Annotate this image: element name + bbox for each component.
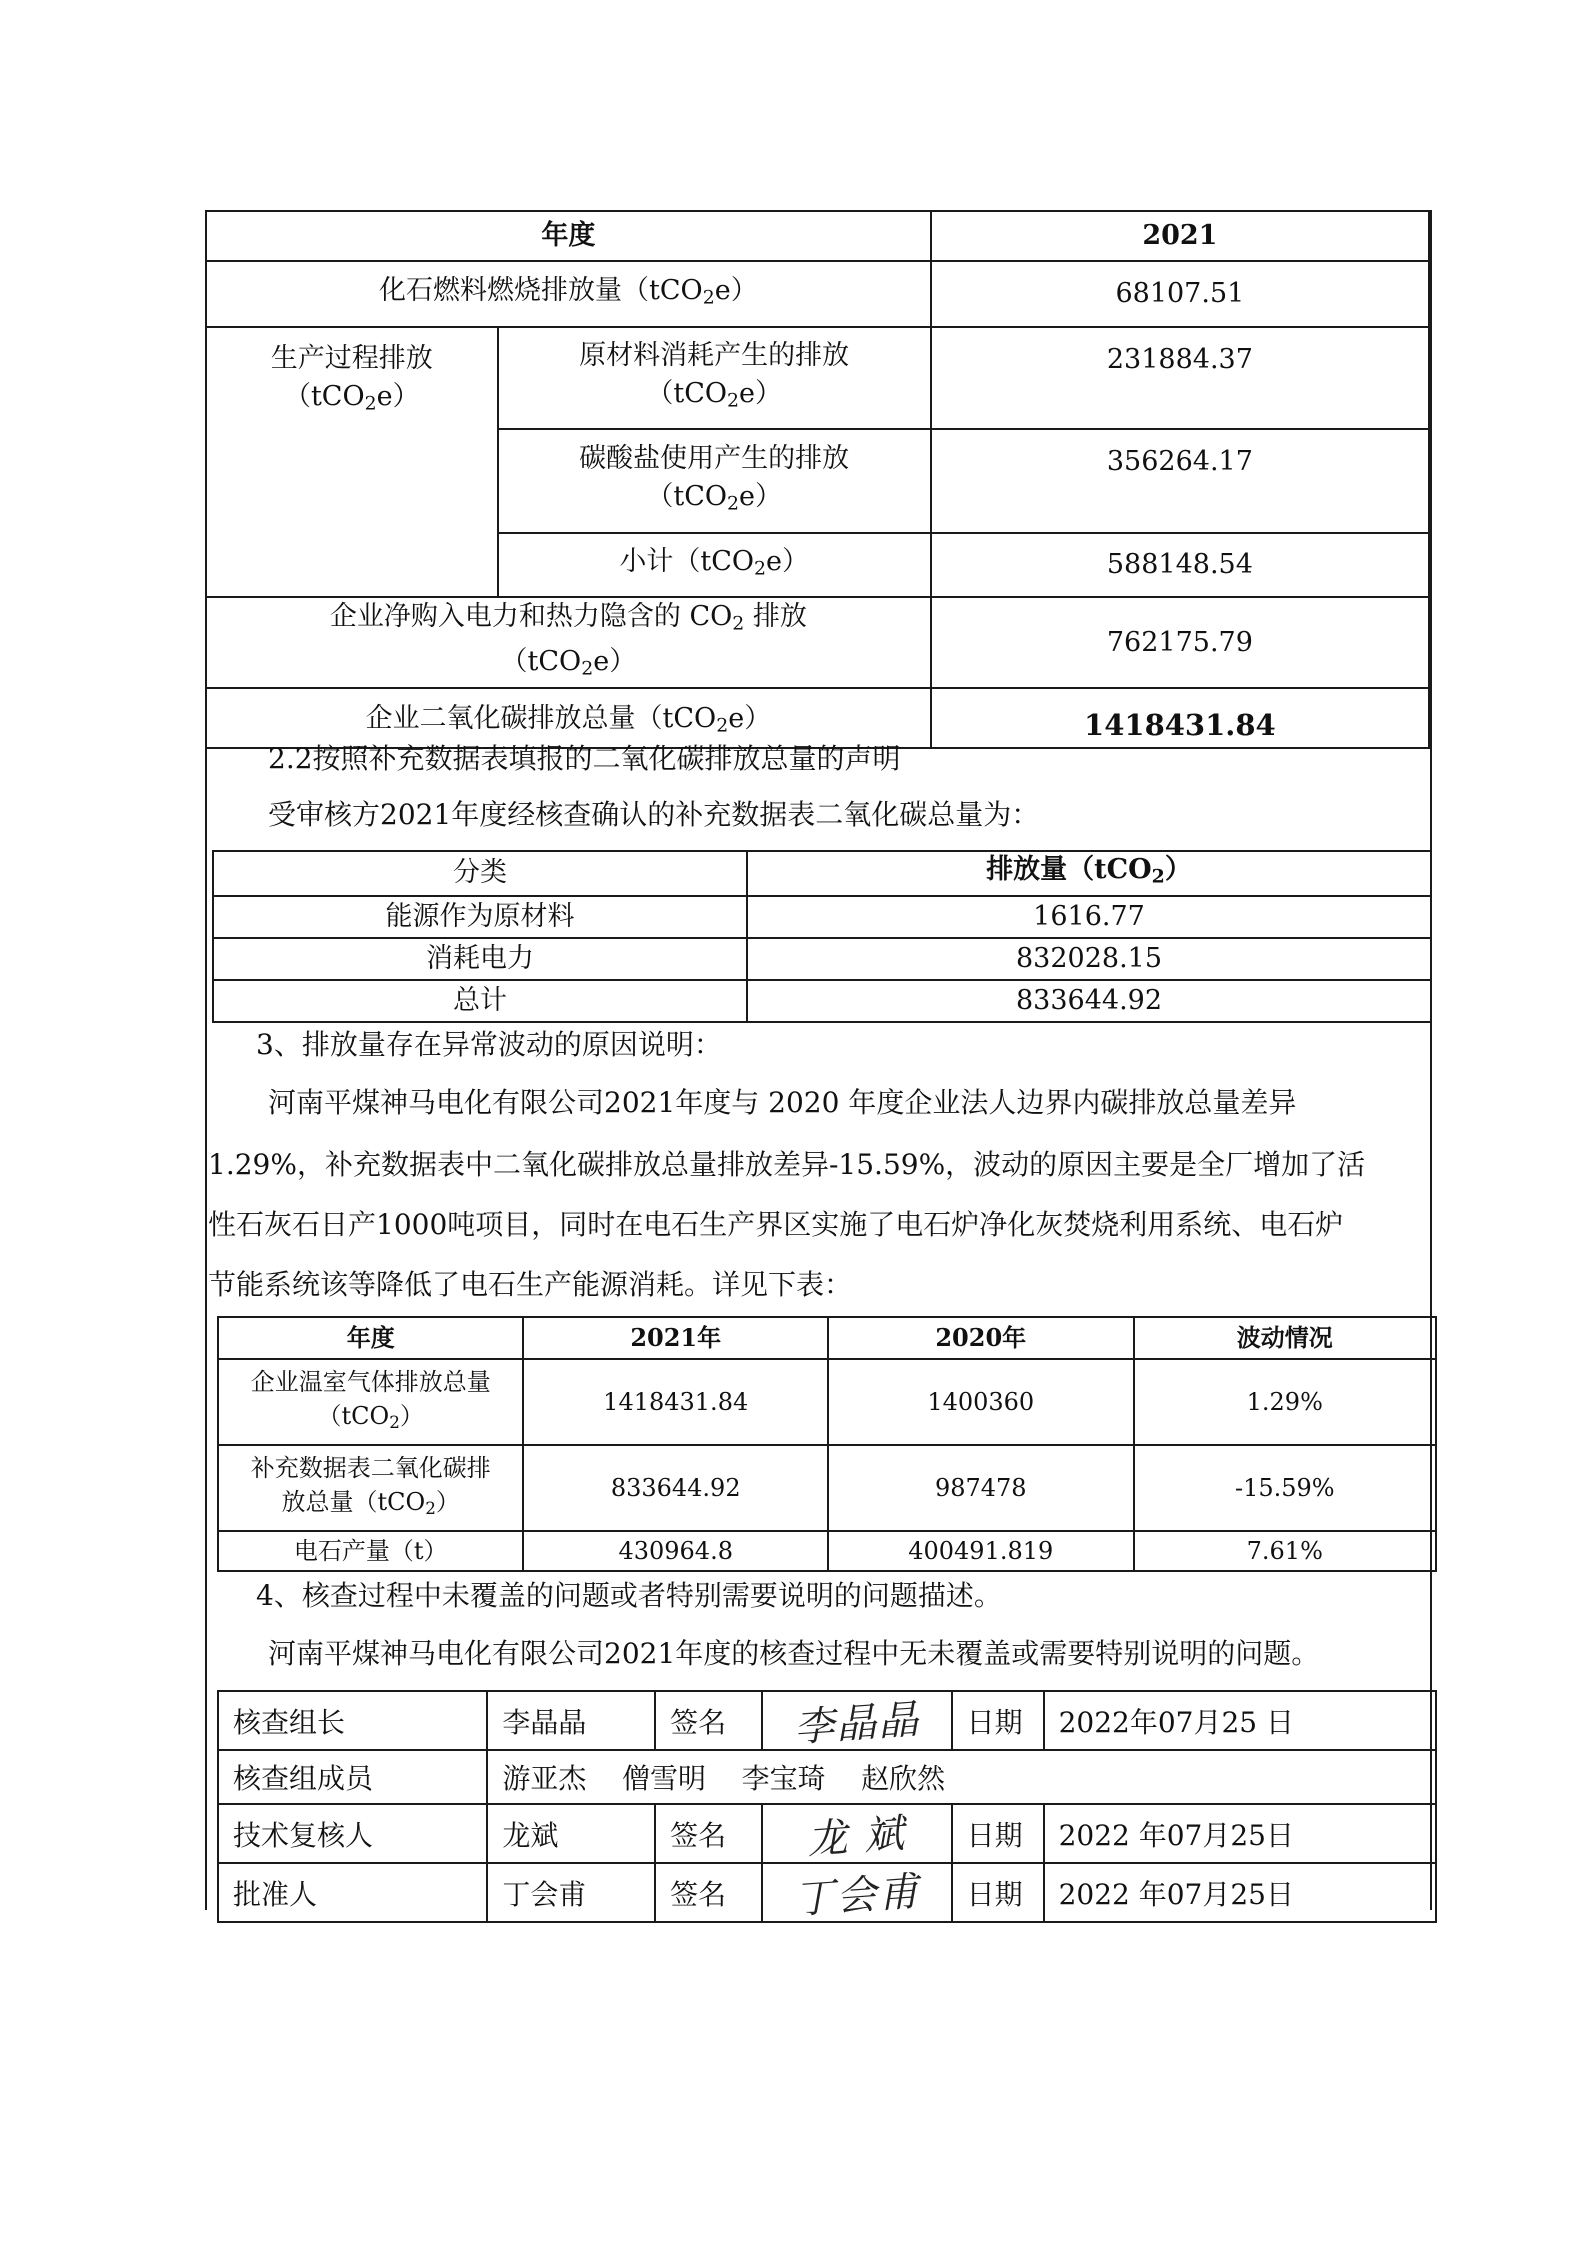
table-row bbox=[218, 1804, 1436, 1863]
signature bbox=[762, 1804, 952, 1863]
sign-label: 签名 bbox=[655, 1691, 762, 1750]
total-label: 企业二氧化碳排放总量（tCO$_2$e） bbox=[206, 688, 931, 748]
column-header-category: 分类 bbox=[213, 851, 747, 896]
purchased-value: 762175.79 bbox=[931, 597, 1429, 688]
section-3-para-line-4: 节能系统该等降低了电石生产能源消耗。详见下表： bbox=[208, 1268, 853, 1301]
signature bbox=[762, 1863, 952, 1922]
role-label: 批准人 bbox=[218, 1863, 487, 1922]
table-row bbox=[218, 1359, 1436, 1445]
date-value: 2022 年07月25日 bbox=[1044, 1863, 1436, 1922]
row-label: 电石产量（t） bbox=[218, 1531, 523, 1571]
row-value: 833644.92 bbox=[747, 980, 1431, 1022]
value-2020: 987478 bbox=[828, 1445, 1134, 1531]
value-2020: 400491.819 bbox=[828, 1531, 1134, 1571]
section-3-para-line-2: 1.29%，补充数据表中二氧化碳排放总量排放差异-15.59%，波动的原因主要是全厂增加了活 bbox=[208, 1148, 1366, 1181]
handwritten-signature: 龙 斌 bbox=[806, 1810, 908, 1864]
team-members: 游亚杰 僧雪明 李宝琦 赵欣然 bbox=[487, 1750, 1436, 1804]
row-label: 企业温室气体排放总量 （tCO$_2$） bbox=[218, 1359, 523, 1445]
table-row bbox=[218, 1317, 1436, 1359]
table-row bbox=[218, 1445, 1436, 1531]
column-header-year: 年度 bbox=[218, 1317, 523, 1359]
role-label: 核查组长 bbox=[218, 1691, 487, 1750]
signature bbox=[762, 1691, 952, 1750]
value-2021: 1418431.84 bbox=[523, 1359, 828, 1445]
section-3-para-line-3: 性石灰石日产1000吨项目，同时在电石生产界区实施了电石炉净化灰焚烧利用系统、电石炉 bbox=[208, 1208, 1344, 1241]
column-header-2020: 2020年 bbox=[828, 1317, 1134, 1359]
purchased-label: 企业净购入电力和热力隐含的 $CO_2$ 排放 （tCO$_2$e） bbox=[206, 597, 931, 688]
person-name: 李晶晶 bbox=[487, 1691, 655, 1750]
role-label: 核查组成员 bbox=[218, 1750, 487, 1804]
fossil-value: 68107.51 bbox=[931, 261, 1429, 327]
role-label: 技术复核人 bbox=[218, 1804, 487, 1863]
table-row bbox=[213, 938, 1431, 980]
change-value: 7.61% bbox=[1134, 1531, 1436, 1571]
header-year-value: 2021 bbox=[931, 211, 1429, 261]
date-value: 2022年07月25 日 bbox=[1044, 1691, 1436, 1750]
table-row bbox=[206, 261, 1429, 327]
sign-label: 签名 bbox=[655, 1863, 762, 1922]
value-2021: 833644.92 bbox=[523, 1445, 828, 1531]
row-label: 能源作为原材料 bbox=[213, 896, 747, 938]
column-header-change: 波动情况 bbox=[1134, 1317, 1436, 1359]
value-2020: 1400360 bbox=[828, 1359, 1134, 1445]
table-row bbox=[213, 896, 1431, 938]
frame-left-line bbox=[205, 210, 207, 1910]
sign-label: 签名 bbox=[655, 1804, 762, 1863]
row-label: 总计 bbox=[213, 980, 747, 1022]
column-header-emissions: 排放量（tCO$_2$） bbox=[747, 851, 1431, 896]
section-3-para-line-1: 河南平煤神马电化有限公司2021年度与 2020 年度企业法人边界内碳排放总量差异 bbox=[268, 1086, 1297, 1119]
raw-material-value: 231884.37 bbox=[931, 327, 1429, 429]
column-header-2021: 2021年 bbox=[523, 1317, 828, 1359]
handwritten-signature: 丁会甫 bbox=[792, 1868, 922, 1924]
date-label: 日期 bbox=[952, 1691, 1044, 1750]
section-2-2-heading: 2.2按照补充数据表填报的二氧化碳排放总量的声明 bbox=[268, 742, 901, 775]
section-4-para: 河南平煤神马电化有限公司2021年度的核查过程中无未覆盖或需要特别说明的问题。 bbox=[268, 1637, 1320, 1670]
total-value: 1418431.84 bbox=[931, 688, 1429, 748]
change-value: -15.59% bbox=[1134, 1445, 1436, 1531]
table-row bbox=[206, 327, 1429, 429]
date-label: 日期 bbox=[952, 1863, 1044, 1922]
emissions-summary-table bbox=[205, 210, 1430, 749]
carbonate-label: 碳酸盐使用产生的排放 （tCO$_2$e） bbox=[498, 429, 931, 533]
row-label: 消耗电力 bbox=[213, 938, 747, 980]
date-value: 2022 年07月25日 bbox=[1044, 1804, 1436, 1863]
section-2-2-intro: 受审核方2021年度经核查确认的补充数据表二氧化碳总量为： bbox=[268, 798, 1040, 831]
frame-right-line bbox=[1430, 210, 1432, 1910]
raw-material-label: 原材料消耗产生的排放 （tCO$_2$e） bbox=[498, 327, 931, 429]
handwritten-signature: 李晶晶 bbox=[792, 1696, 922, 1752]
signoff-table bbox=[217, 1690, 1437, 1923]
date-label: 日期 bbox=[952, 1804, 1044, 1863]
table-row bbox=[218, 1863, 1436, 1922]
section-4-heading: 4、核查过程中未覆盖的问题或者特别需要说明的问题描述。 bbox=[256, 1579, 1002, 1612]
change-value: 1.29% bbox=[1134, 1359, 1436, 1445]
table-row bbox=[206, 597, 1429, 688]
supplementary-data-table bbox=[212, 850, 1432, 1023]
subtotal-value: 588148.54 bbox=[931, 533, 1429, 597]
row-label: 补充数据表二氧化碳排 放总量（tCO$_2$） bbox=[218, 1445, 523, 1531]
person-name: 丁会甫 bbox=[487, 1863, 655, 1922]
row-value: 1616.77 bbox=[747, 896, 1431, 938]
table-row bbox=[213, 851, 1431, 896]
table-row bbox=[206, 211, 1429, 261]
header-year-label: 年度 bbox=[206, 211, 931, 261]
carbonate-value: 356264.17 bbox=[931, 429, 1429, 533]
subtotal-label: 小计（tCO$_2$e） bbox=[498, 533, 931, 597]
table-row bbox=[213, 980, 1431, 1022]
process-label: 生产过程排放 （tCO$_2$e） bbox=[206, 327, 498, 597]
section-3-heading: 3、排放量存在异常波动的原因说明： bbox=[256, 1028, 722, 1061]
fluctuation-table bbox=[217, 1316, 1437, 1572]
row-value: 832028.15 bbox=[747, 938, 1431, 980]
fossil-label: 化石燃料燃烧排放量（tCO$_2$e） bbox=[206, 261, 931, 327]
table-row bbox=[218, 1691, 1436, 1750]
value-2021: 430964.8 bbox=[523, 1531, 828, 1571]
table-row bbox=[218, 1531, 1436, 1571]
person-name: 龙斌 bbox=[487, 1804, 655, 1863]
table-row bbox=[218, 1750, 1436, 1804]
